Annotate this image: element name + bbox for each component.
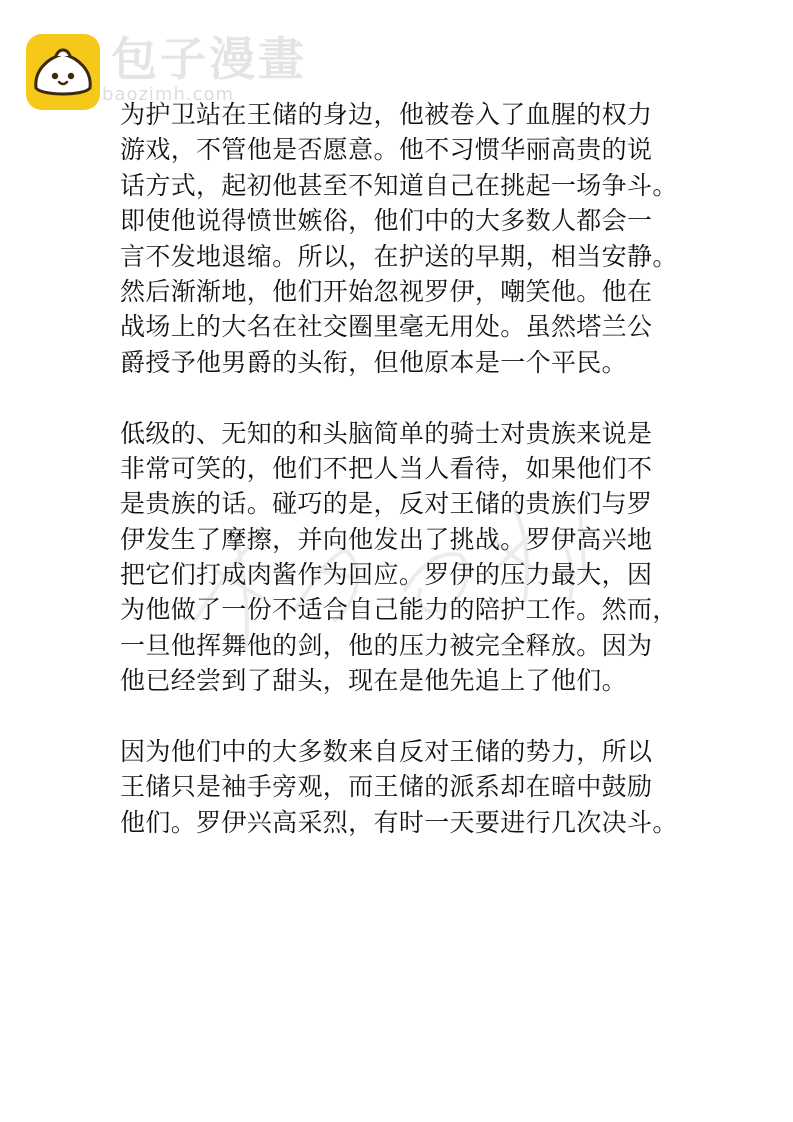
paragraph-gap — [120, 380, 720, 415]
text-line: 是贵族的话。碰巧的是，反对王储的贵族们与罗 — [120, 489, 653, 519]
text-line: 因为他们中的大多数来自反对王储的势力，所以 — [120, 737, 653, 767]
text-line: 低级的、无知的和头脑简单的骑士对贵族来说是 — [120, 418, 653, 448]
text-line: 王储只是袖手旁观，而王储的派系却在暗中鼓励 — [120, 772, 653, 802]
text-line: 然后渐渐地，他们开始忽视罗伊，嘲笑他。他在 — [120, 276, 653, 306]
text-line: 非常可笑的，他们不把人当人看待，如果他们不 — [120, 453, 653, 483]
article-body — [120, 97, 720, 840]
text-line: 即使他说得愤世嫉俗，他们中的大多数人都会一 — [120, 206, 653, 236]
baozi-logo-icon — [26, 34, 100, 110]
brand-name: 包子漫畫 — [111, 32, 307, 86]
text-line: 爵授予他男爵的头衔，但他原本是一个平民。 — [120, 347, 628, 377]
text-line: 言不发地退缩。所以，在护送的早期，相当安静。 — [120, 241, 678, 271]
text-line: 把它们打成肉酱作为回应。罗伊的压力最大，因 — [120, 560, 653, 590]
text-line: 一旦他挥舞他的剑，他的压力被完全释放。因为 — [120, 630, 653, 660]
text-line: 战场上的大名在社交圈里毫无用处。虽然塔兰公 — [120, 312, 653, 342]
paragraph — [120, 97, 720, 380]
text-line: 伊发生了摩擦，并向他发出了挑战。罗伊高兴地 — [120, 524, 653, 554]
brand-url: baozimh.com — [102, 84, 235, 105]
text-line: 话方式，起初他甚至不知道自己在挑起一场争斗。 — [120, 170, 678, 200]
paragraph — [120, 734, 720, 840]
paragraph-gap — [120, 699, 720, 734]
text-line: 为护卫站在王储的身边，他被卷入了血腥的权力 — [120, 100, 653, 129]
text-line: 为他做了一份不适合自己能力的陪护工作。然而， — [120, 595, 678, 625]
text-line: 他已经尝到了甜头，现在是他先追上了他们。 — [120, 666, 628, 696]
text-line: 游戏，不管他是否愿意。他不习惯华丽高贵的说 — [120, 135, 653, 165]
text-line: 他们。罗伊兴高采烈，有时一天要进行几次决斗。 — [120, 807, 678, 837]
paragraph — [120, 416, 720, 699]
bun-face-icon — [26, 34, 100, 110]
